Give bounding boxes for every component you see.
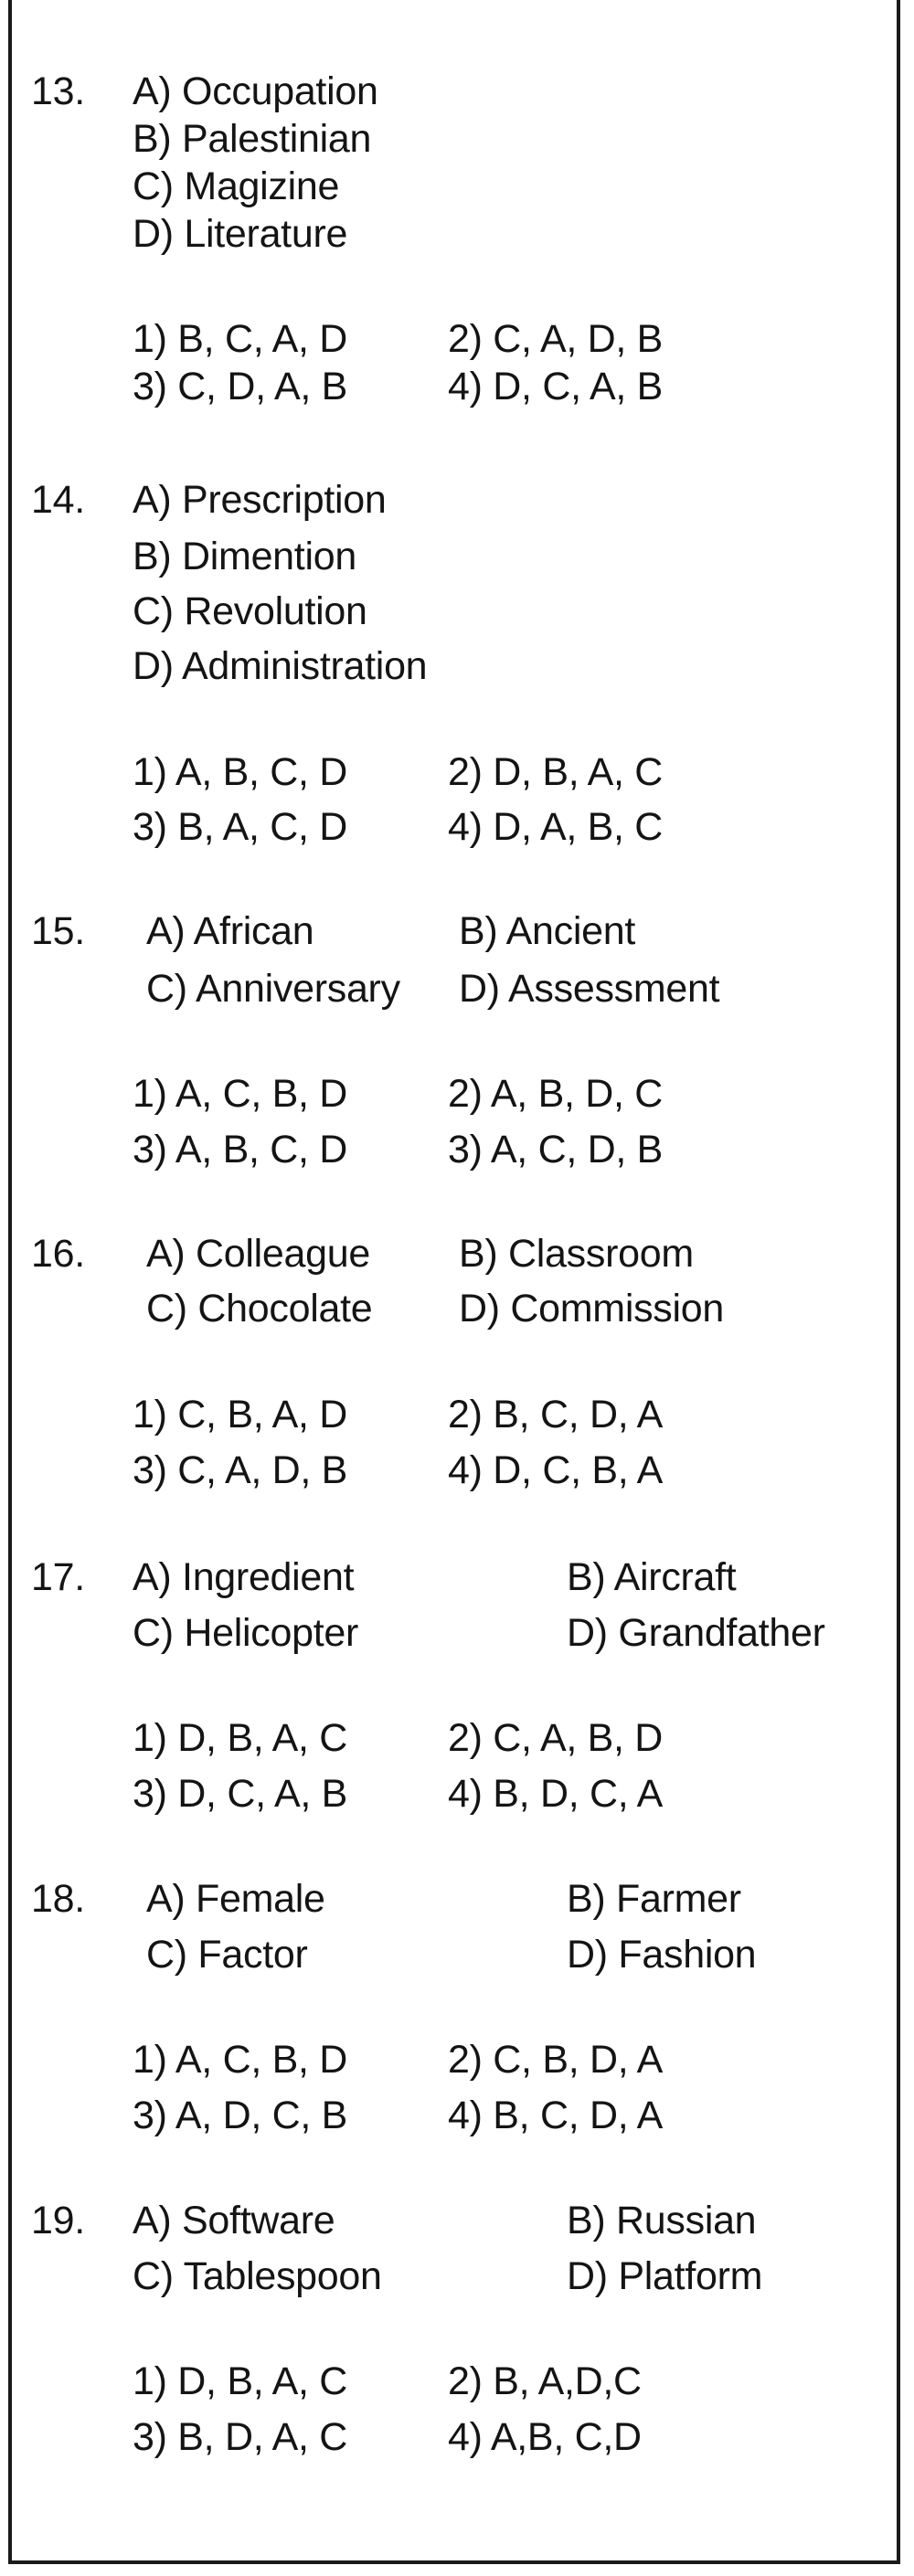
option-3: 3) A, D, C, B xyxy=(133,2094,348,2137)
option-2: 2) C, B, D, A xyxy=(448,2038,664,2082)
option-1: 1) A, B, C, D xyxy=(133,750,348,794)
item-a: A) Software xyxy=(133,2199,335,2242)
question-number: 19. xyxy=(31,2199,85,2242)
question-number: 18. xyxy=(31,1877,85,1921)
option-2: 2) A, B, D, C xyxy=(448,1072,664,1116)
item-d: D) Grandfather xyxy=(567,1611,825,1655)
option-4: 4) D, C, A, B xyxy=(448,365,664,408)
option-4: 4) D, C, B, A xyxy=(448,1448,664,1492)
option-2: 2) C, A, B, D xyxy=(448,1716,664,1760)
option-3: 3) C, D, A, B xyxy=(133,365,348,408)
item-b: B) Russian xyxy=(567,2199,757,2242)
question-number: 13. xyxy=(31,69,85,113)
item-c: C) Chocolate xyxy=(146,1287,373,1330)
item-b: B) Dimention xyxy=(133,535,356,578)
option-1: 1) A, C, B, D xyxy=(133,1072,348,1116)
item-a: A) Prescription xyxy=(133,478,387,522)
item-c: C) Anniversary xyxy=(146,967,400,1011)
item-a: A) Ingredient xyxy=(133,1555,355,1599)
item-c: C) Revolution xyxy=(133,589,367,633)
option-4: 3) A, C, D, B xyxy=(448,1128,664,1171)
item-c: C) Helicopter xyxy=(133,1611,359,1655)
item-d: D) Commission xyxy=(459,1287,724,1330)
item-b: B) Classroom xyxy=(459,1232,694,1276)
item-d: D) Assessment xyxy=(459,967,720,1011)
option-1: 1) C, B, A, D xyxy=(133,1393,348,1436)
item-c: C) Tablespoon xyxy=(133,2254,382,2298)
question-number: 14. xyxy=(31,478,85,522)
option-3: 3) B, A, C, D xyxy=(133,805,348,849)
item-a: A) Female xyxy=(146,1877,325,1921)
option-4: 4) A,B, C,D xyxy=(448,2415,642,2459)
item-a: A) Colleague xyxy=(146,1232,370,1276)
item-c: C) Factor xyxy=(146,1933,308,1977)
option-2: 2) C, A, D, B xyxy=(448,317,664,361)
question-number: 17. xyxy=(31,1555,85,1599)
question-number: 15. xyxy=(31,909,85,953)
option-2: 2) B, A,D,C xyxy=(448,2359,642,2403)
item-d: D) Administration xyxy=(133,644,428,688)
item-b: B) Farmer xyxy=(567,1877,741,1921)
option-3: 3) A, B, C, D xyxy=(133,1128,348,1171)
item-a: A) African xyxy=(146,909,314,953)
option-2: 2) B, C, D, A xyxy=(448,1393,664,1436)
option-3: 3) B, D, A, C xyxy=(133,2415,348,2459)
option-1: 1) A, C, B, D xyxy=(133,2038,348,2082)
item-c: C) Magizine xyxy=(133,164,340,208)
question-number: 16. xyxy=(31,1232,85,1276)
option-3: 3) D, C, A, B xyxy=(133,1772,348,1816)
option-2: 2) D, B, A, C xyxy=(448,750,664,794)
option-1: 1) D, B, A, C xyxy=(133,2359,348,2403)
item-b: B) Ancient xyxy=(459,909,635,953)
item-b: B) Aircraft xyxy=(567,1555,737,1599)
option-4: 4) D, A, B, C xyxy=(448,805,664,849)
option-1: 1) D, B, A, C xyxy=(133,1716,348,1760)
item-a: A) Occupation xyxy=(133,69,378,113)
item-d: D) Platform xyxy=(567,2254,763,2298)
item-d: D) Literature xyxy=(133,212,348,256)
item-d: D) Fashion xyxy=(567,1933,757,1977)
option-3: 3) C, A, D, B xyxy=(133,1448,348,1492)
item-b: B) Palestinian xyxy=(133,117,372,161)
option-1: 1) B, C, A, D xyxy=(133,317,348,361)
option-4: 4) B, D, C, A xyxy=(448,1772,664,1816)
option-4: 4) B, C, D, A xyxy=(448,2094,664,2137)
